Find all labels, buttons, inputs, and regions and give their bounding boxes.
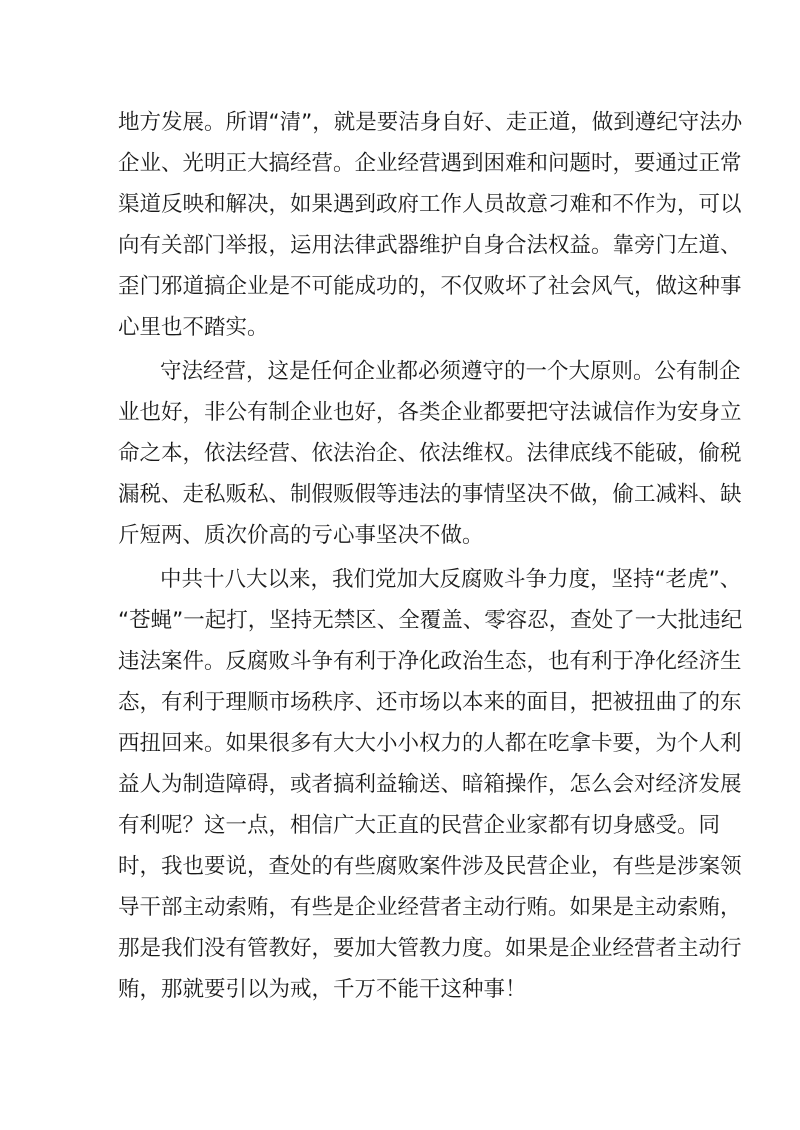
text-line: 渠道反映和解决，如果遇到政府工作人员故意刁难和不作为，可以 xyxy=(118,192,742,217)
text-line: 斤短两、质次价高的亏心事坚决不做。 xyxy=(118,523,484,548)
text-line: 违法案件。反腐败斗争有利于净化政治生态，也有利于净化经济生 xyxy=(118,649,742,674)
text-line: 漏税、走私贩私、制假贩假等违法的事情坚决不做，偷工减料、缺 xyxy=(118,482,742,507)
text-line: 地方发展。所谓“清”，就是要洁身自好、走正道，做到遵纪守法办 xyxy=(118,110,743,135)
text-line: “苍蝇”一起打，坚持无禁区、全覆盖、零容忍，查处了一大批违纪 xyxy=(118,608,743,633)
paragraph-start-line: 中共十八大以来，我们党加大反腐败斗争力度，坚持“老虎”、 xyxy=(160,567,742,592)
text-line: 西扭回来。如果很多有大大小小权力的人都在吃拿卡要，为个人利 xyxy=(118,731,742,756)
text-line: 企业、光明正大搞经营。企业经营遇到困难和问题时，要通过正常 xyxy=(118,151,742,176)
text-line: 心里也不踏实。 xyxy=(118,315,269,340)
text-line: 导干部主动索贿，有些是企业经营者主动行贿。如果是主动索贿， xyxy=(118,895,742,920)
text-line: 命之本，依法经营、依法治企、依法维权。法律底线不能破，偷税 xyxy=(118,441,742,466)
text-line: 向有关部门举报，运用法律武器维护自身合法权益。靠旁门左道、 xyxy=(118,233,742,258)
paragraph-start-line: 守法经营，这是任何企业都必须遵守的一个大原则。公有制企 xyxy=(160,359,741,384)
text-line: 态，有利于理顺市场秩序、还市场以本来的面目，把被扭曲了的东 xyxy=(118,690,742,715)
text-line: 有利呢？这一点，相信广大正直的民营企业家都有切身感受。同 xyxy=(118,813,721,838)
text-line: 歪门邪道搞企业是不可能成功的，不仅败坏了社会风气，做这种事 xyxy=(118,274,742,299)
text-line: 业也好，非公有制企业也好，各类企业都要把守法诚信作为安身立 xyxy=(118,400,742,425)
text-line: 时，我也要说，查处的有些腐败案件涉及民营企业，有些是涉案领 xyxy=(118,854,742,879)
text-line: 那是我们没有管教好，要加大管教力度。如果是企业经营者主动行 xyxy=(118,936,742,961)
text-line: 益人为制造障碍，或者搞利益输送、暗箱操作，怎么会对经济发展 xyxy=(118,772,742,797)
text-line: 贿，那就要引以为戒，千万不能干这种事！ xyxy=(118,977,527,1002)
